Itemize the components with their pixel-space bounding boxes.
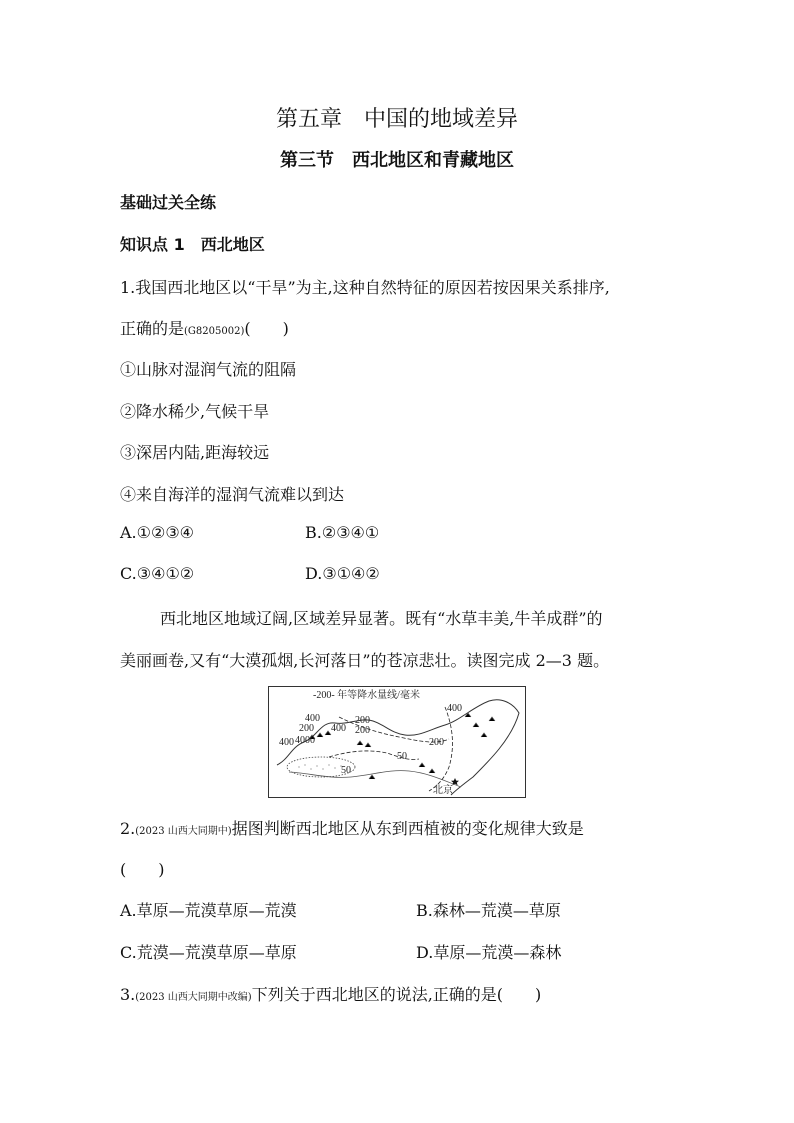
- q1-option-d: D.③①④②: [305, 564, 380, 583]
- q2-option-c: C.荒漠—荒漠草原—草原: [120, 943, 297, 962]
- precipitation-map: [268, 686, 526, 798]
- q1-text-line2: [120, 316, 289, 339]
- q2-option-b: B.森林—荒漠—草原: [416, 901, 561, 920]
- q1-text-main: 正确的是: [120, 319, 185, 338]
- isohyet-400: [429, 707, 452, 791]
- q1-statement-3: ③深居内陆,距海较远: [120, 443, 270, 462]
- map-label-200-d: 200: [429, 737, 444, 748]
- map-label-400-c: 400: [279, 737, 294, 748]
- basic-label: 基础过关全练: [120, 193, 217, 212]
- map-legend: -200- 年等降水量线/毫米: [313, 690, 420, 701]
- q1-text-line1: 1.我国西北地区以“干旱”为主,这种自然特征的原因若按因果关系排序,: [120, 278, 610, 297]
- q3-line1: [120, 982, 541, 1005]
- q2-source: (2023 山西大同期中): [135, 826, 232, 837]
- q1-statement-4: ④来自海洋的湿润气流难以到达: [120, 485, 345, 504]
- map-label-400-a: 400: [305, 713, 320, 724]
- q1-statement-1: ①山脉对湿润气流的阻隔: [120, 360, 297, 379]
- passage-line1: 西北地区地域辽阔,区域差异显著。既有“水草丰美,牛羊成群”的: [160, 609, 603, 628]
- map-label-200-b: 200: [355, 715, 370, 726]
- map-label-400-d: 400: [447, 703, 462, 714]
- q1-option-a: A.①②③④: [120, 523, 195, 542]
- q2-option-a: A.草原—荒漠草原—荒漠: [120, 901, 297, 920]
- map-svg: [269, 687, 525, 797]
- map-label-50-a: 50: [397, 751, 407, 762]
- q3-number: 3.: [120, 985, 136, 1004]
- q3-source: (2023 山西大同期中改编): [135, 992, 252, 1003]
- q2-number: 2.: [120, 819, 136, 838]
- section-title: 第三节 西北地区和青藏地区: [280, 150, 514, 171]
- q3-text: 下列关于西北地区的说法,正确的是: [251, 985, 497, 1004]
- map-label-50-b: 50: [341, 765, 351, 776]
- passage-line2: 美丽画卷,又有“大漠孤烟,长河落日”的苍凉悲壮。读图完成 2—3 题。: [120, 651, 610, 670]
- q2-answer-paren: ( ): [120, 860, 165, 879]
- q2-option-d: D.草原—荒漠—森林: [416, 943, 562, 962]
- q3-answer-paren: ( ): [496, 985, 542, 1004]
- q2-text: 据图判断西北地区从东到西植被的变化规律大致是: [231, 819, 584, 838]
- q1-option-c: C.③④①②: [120, 564, 195, 583]
- map-label-400-b: 400: [331, 723, 346, 734]
- q2-line1: [120, 816, 584, 839]
- knowledge-point-heading: 知识点 1 西北地区: [120, 235, 265, 254]
- chapter-title: 第五章 中国的地域差异: [275, 107, 518, 132]
- q1-option-b: B.②③④①: [305, 523, 380, 542]
- q1-statement-2: ②降水稀少,气候干旱: [120, 402, 270, 421]
- map-label-4000: 4000: [295, 735, 315, 746]
- q1-code: (G8205002): [184, 326, 245, 337]
- q1-answer-paren: ( ): [244, 319, 289, 338]
- map-label-200-c: 200: [355, 725, 370, 736]
- map-city-beijing: 北京: [433, 785, 453, 796]
- map-label-200-a: 200: [299, 723, 314, 734]
